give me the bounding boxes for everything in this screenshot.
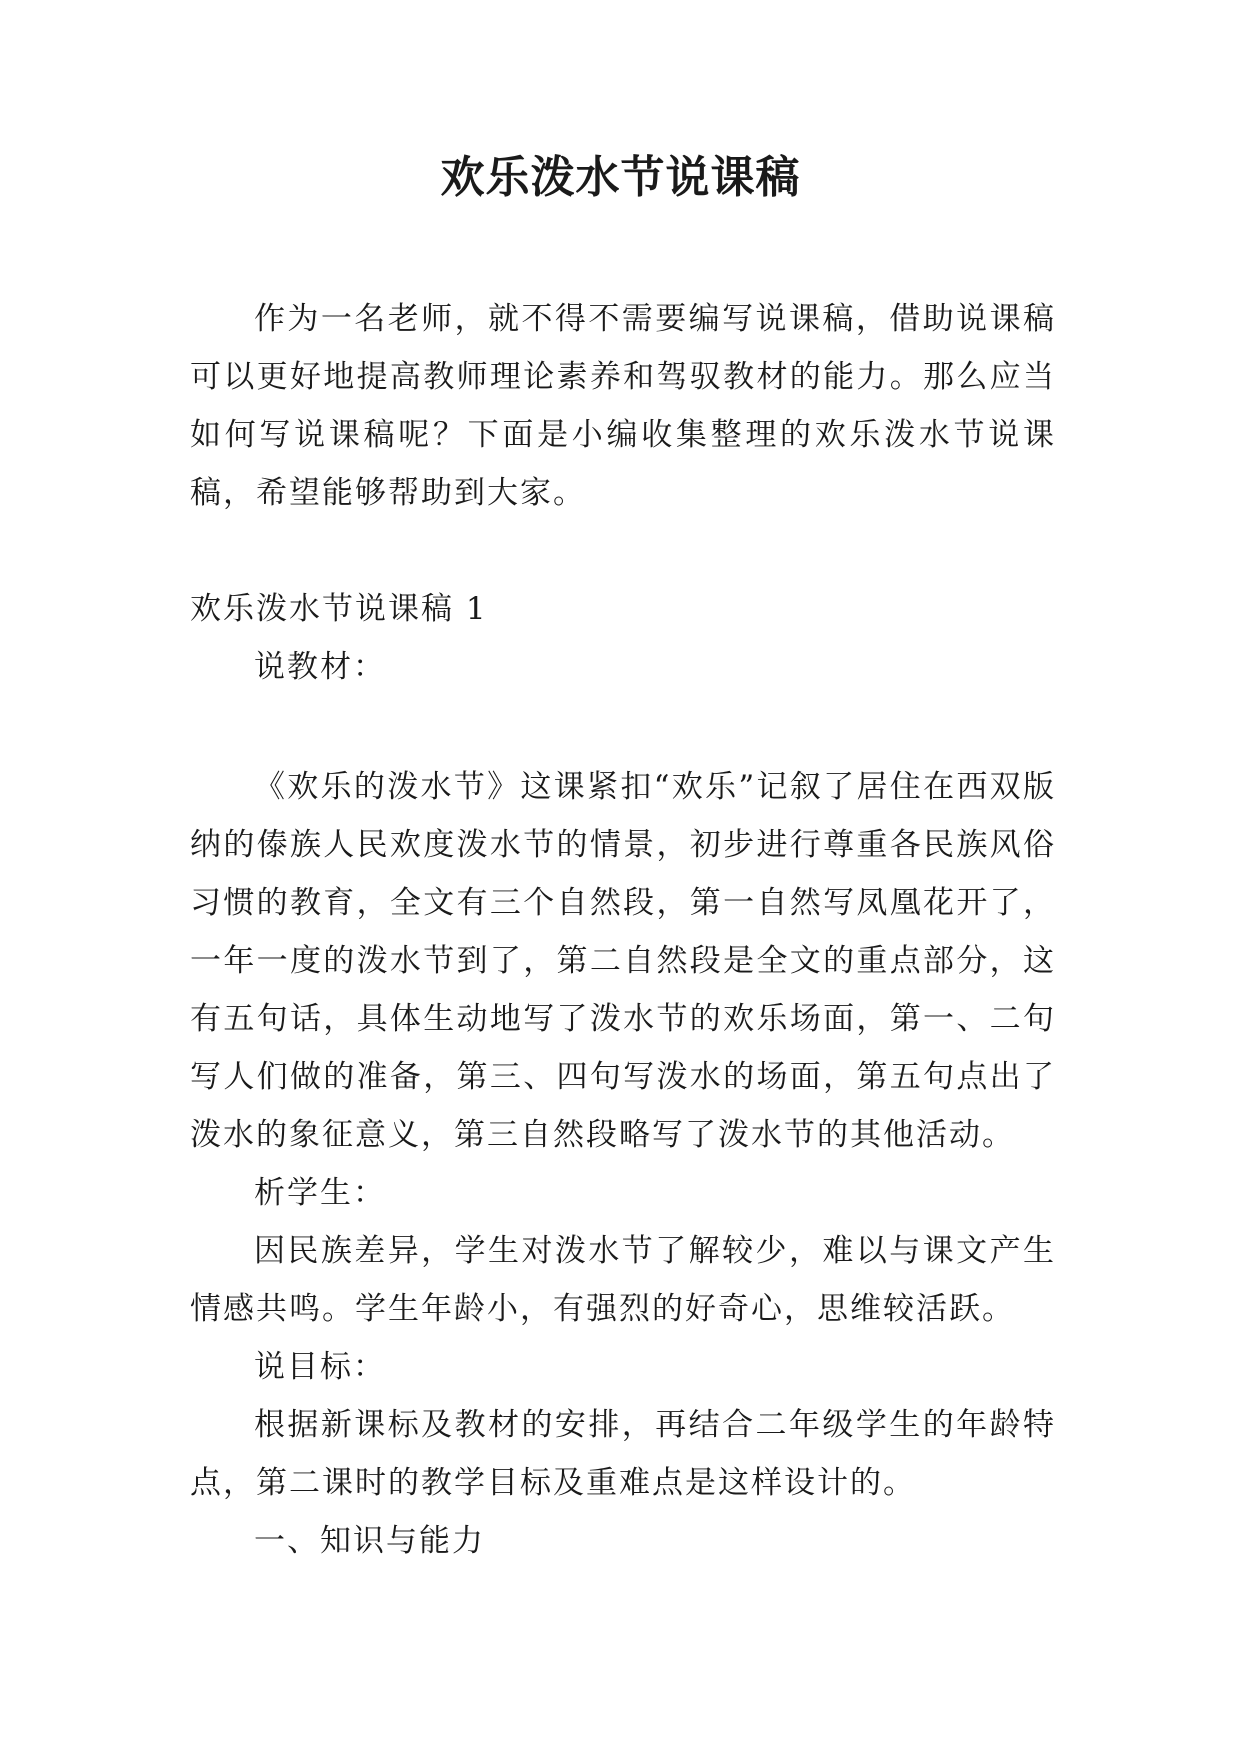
- shuo-mubiao-paragraph: 根据新课标及教材的安排，再结合二年级学生的年龄特点，第二课时的教学目标及重难点是这样设计的。: [190, 1407, 1056, 1501]
- zhishi-nengli-heading: 一、知识与能力: [254, 1523, 485, 1559]
- shuo-jiaocai-paragraph: 《欢乐的泼水节》这课紧扣“欢乐”记叙了居住在西双版纳的傣族人民欢度泼水节的情景，初步进行尊重各民族风俗习惯的教育，全文有三个自然段，第一自然写凤凰花开了，一年一度的泼水节到了，第二自然段是全文的重点部分，这有五句话，具体生动地写了泼水节的欢乐场面，第一、二句写人们做的准备，第三、四句写泼水的场面，第五句点出了泼水的象征意义，第三自然段略写了泼水节的其他活动。: [190, 769, 1056, 1153]
- section-heading: 欢乐泼水节说课稿 1: [190, 591, 488, 627]
- intro-paragraph: 作为一名老师，就不得不需要编写说课稿，借助说课稿可以更好地提高教师理论素养和驾驭教材的能力。那么应当如何写说课稿呢？下面是小编收集整理的欢乐泼水节说课稿，希望能够帮助到大家。: [190, 301, 1056, 511]
- shuo-mubiao-label: 说目标：: [254, 1349, 386, 1385]
- xi-xuesheng-label: 析学生：: [254, 1175, 386, 1211]
- shuo-jiaocai-label: 说教材：: [254, 649, 386, 685]
- document-title: 欢乐泼水节说课稿: [440, 152, 801, 203]
- document-body: [190, 290, 1056, 1570]
- xi-xuesheng-paragraph: 因民族差异，学生对泼水节了解较少，难以与课文产生情感共鸣。学生年龄小，有强烈的好奇心，思维较活跃。: [190, 1233, 1056, 1327]
